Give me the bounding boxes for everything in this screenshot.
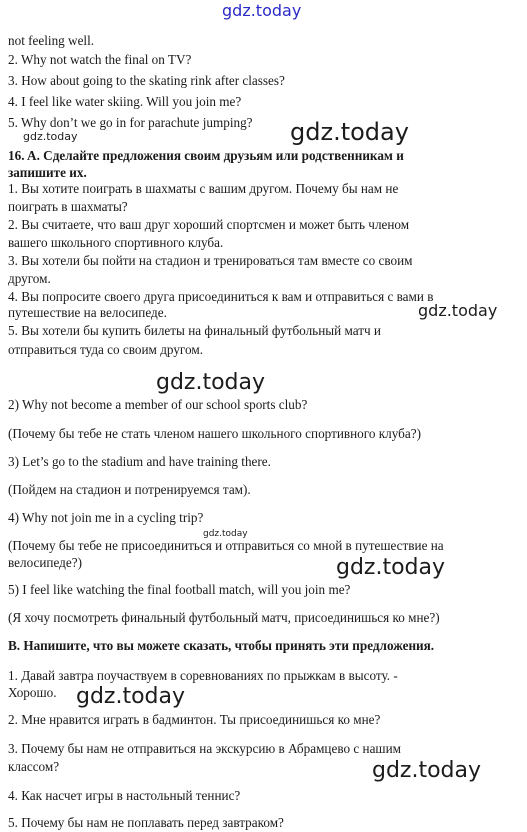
watermark: gdz.today — [372, 758, 482, 783]
text-line: 4. I feel like water skiing. Will you join me? — [8, 94, 242, 109]
text-line: путешествие на велосипеде. — [8, 305, 167, 320]
text-line: 5) I feel like watching the final football match, will you join me? — [8, 582, 351, 597]
text-line: 3. How about going to the skating rink after classes? — [8, 73, 285, 88]
section-heading: 16. A. Сделайте предложения своим друзьям или родственникам и — [8, 148, 404, 163]
text-line: (Почему бы тебе не стать членом нашего школьного спортивного клуба?) — [8, 426, 421, 441]
text-line: велосипеде?) — [8, 555, 82, 570]
section-heading: запишите их. — [8, 165, 87, 180]
text-line: 3) Let’s go to the stadium and have training there. — [8, 454, 271, 469]
text-line: not feeling well. — [8, 33, 95, 48]
section-heading: B. Напишите, что вы можете сказать, чтобы принять эти предложения. — [8, 638, 435, 653]
text-line: (Я хочу посмотреть финальный футбольный матч, присоединишься ко мне?) — [8, 610, 440, 625]
text-line: 5. Why don’t we go in for parachute jumping? — [8, 115, 253, 130]
watermark: gdz.today — [76, 684, 186, 709]
text-line: 2. Why not watch the final on TV? — [8, 52, 192, 67]
watermark: gdz.today — [290, 118, 409, 146]
text-line: 4. Вы попросите своего друга присоединиться к вам и отправиться с вами в — [8, 289, 434, 304]
text-line: другом. — [8, 271, 51, 286]
text-line: 4. Как насчет игры в настольный теннис? — [8, 788, 241, 803]
watermark: gdz.today — [203, 529, 248, 539]
watermark: gdz.today — [418, 301, 498, 320]
text-line: 2. Мне нравится играть в бадминтон. Ты присоединишься ко мне? — [8, 712, 381, 727]
watermark: gdz.today — [23, 130, 78, 143]
text-line: (Пойдем на стадион и потренируемся там). — [8, 482, 251, 497]
header-watermark: gdz.today — [222, 1, 302, 20]
text-line: вашего школьного спортивного клуба. — [8, 235, 224, 250]
text-line: (Почему бы тебе не присоединиться и отправиться со мной в путешествие на — [8, 538, 444, 553]
text-line: поиграть в шахматы? — [8, 199, 128, 214]
text-line: 5. Почему бы нам не поплавать перед завтраком? — [8, 815, 284, 830]
text-line: классом? — [8, 759, 60, 774]
text-line: 3. Почему бы нам не отправиться на экскурсию в Абрамцево с нашим — [8, 741, 401, 756]
text-line: 3. Вы хотели бы пойти на стадион и тренироваться там вместе со своим — [8, 253, 413, 268]
text-line: 1. Вы хотите поиграть в шахматы с вашим другом. Почему бы нам не — [8, 181, 399, 196]
text-line: отправиться туда со своим другом. — [8, 342, 203, 357]
watermark: gdz.today — [336, 555, 446, 580]
watermark: gdz.today — [156, 370, 266, 395]
text-line: 5. Вы хотели бы купить билеты на финальный футбольный матч и — [8, 323, 381, 338]
text-line: 1. Давай завтра поучаствуем в соревнованиях по прыжкам в высоту. - — [8, 668, 398, 683]
text-line: 4) Why not join me in a cycling trip? — [8, 510, 204, 525]
text-line: 2) Why not become a member of our school sports club? — [8, 397, 308, 412]
text-line: 2. Вы считаете, что ваш друг хороший спортсмен и может быть членом — [8, 217, 410, 232]
text-line: Хорошо. — [8, 685, 57, 700]
